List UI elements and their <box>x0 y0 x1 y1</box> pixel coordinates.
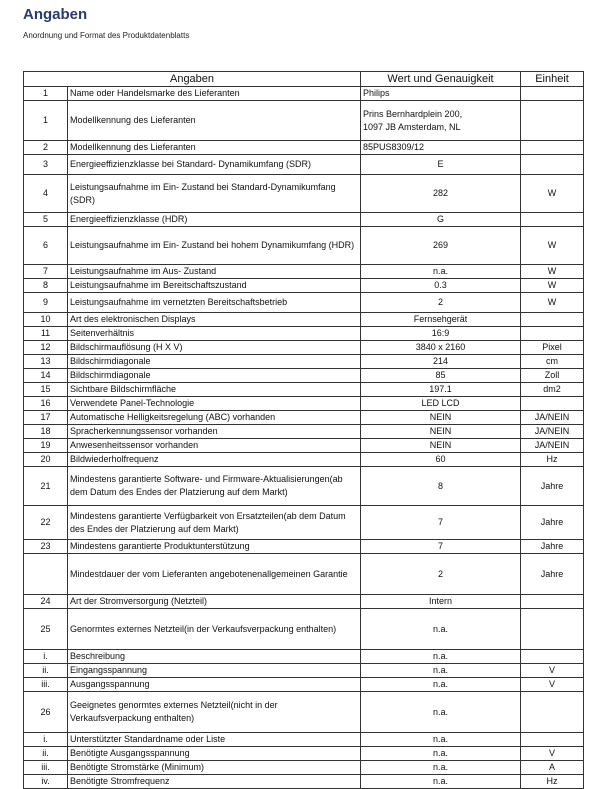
row-label: Benötigte Ausgangsspannung <box>68 747 361 761</box>
row-unit <box>521 141 584 155</box>
row-value: 2 <box>361 293 521 313</box>
row-value: n.a. <box>361 609 521 650</box>
row-unit: V <box>521 678 584 692</box>
row-value: NEIN <box>361 425 521 439</box>
row-number: 6 <box>24 227 68 265</box>
row-unit: cm <box>521 355 584 369</box>
table-row <box>24 175 584 213</box>
row-label: Geeignetes genormtes externes Netzteil(nicht in der Verkaufsverpackung enthalten) <box>68 692 361 733</box>
row-value: 16:9 <box>361 327 521 341</box>
row-number: 7 <box>24 265 68 279</box>
row-value: Fernsehgerät <box>361 313 521 327</box>
row-label: Name oder Handelsmarke des Lieferanten <box>68 87 361 101</box>
row-unit: Jahre <box>521 467 584 506</box>
row-number: ii. <box>24 664 68 678</box>
page-subtitle: Anordnung und Format des Produktdatenblatts <box>23 31 190 40</box>
row-label: Ausgangsspannung <box>68 678 361 692</box>
row-label: Bildschirmauflösung (H X V) <box>68 341 361 355</box>
row-number: 22 <box>24 506 68 540</box>
row-label: Benötigte Stromfrequenz <box>68 775 361 789</box>
table-row <box>24 293 584 313</box>
row-value: Philips <box>361 87 521 101</box>
row-value: NEIN <box>361 439 521 453</box>
row-unit <box>521 327 584 341</box>
row-number: 17 <box>24 411 68 425</box>
row-unit: Pixel <box>521 341 584 355</box>
table-row <box>24 141 584 155</box>
row-label: Leistungsaufnahme im Aus- Zustand <box>68 265 361 279</box>
table-row <box>24 279 584 293</box>
row-label: Unterstützter Standardname oder Liste <box>68 733 361 747</box>
table-row <box>24 609 584 650</box>
row-number: 15 <box>24 383 68 397</box>
row-value: Intern <box>361 595 521 609</box>
row-unit: JA/NEIN <box>521 439 584 453</box>
table-row <box>24 467 584 506</box>
row-unit: Hz <box>521 453 584 467</box>
row-unit: dm2 <box>521 383 584 397</box>
table-row <box>24 425 584 439</box>
row-label: Mindestens garantierte Produktunterstützung <box>68 540 361 554</box>
row-number: 10 <box>24 313 68 327</box>
row-unit: V <box>521 747 584 761</box>
row-value: 0.3 <box>361 279 521 293</box>
row-number: i. <box>24 650 68 664</box>
row-label: Leistungsaufnahme im vernetzten Bereitschaftsbetrieb <box>68 293 361 313</box>
row-unit: Hz <box>521 775 584 789</box>
row-number: 3 <box>24 155 68 175</box>
row-value: n.a. <box>361 775 521 789</box>
row-number: 20 <box>24 453 68 467</box>
table-row <box>24 554 584 595</box>
row-number: 2 <box>24 141 68 155</box>
row-number: i. <box>24 733 68 747</box>
row-value: 7 <box>361 540 521 554</box>
row-label: Leistungsaufnahme im Ein- Zustand bei Standard-Dynamikumfang (SDR) <box>68 175 361 213</box>
row-label: Bildschirmdiagonale <box>68 369 361 383</box>
table-row <box>24 595 584 609</box>
row-value: 214 <box>361 355 521 369</box>
table-row <box>24 327 584 341</box>
row-value: 197.1 <box>361 383 521 397</box>
row-value: n.a. <box>361 678 521 692</box>
row-label: Seitenverhältnis <box>68 327 361 341</box>
header-einheit: Einheit <box>521 72 584 87</box>
row-unit: A <box>521 761 584 775</box>
row-label: Benötigte Stromstärke (Minimum) <box>68 761 361 775</box>
row-label: Leistungsaufnahme im Ein- Zustand bei hohem Dynamikumfang (HDR) <box>68 227 361 265</box>
row-unit: W <box>521 265 584 279</box>
row-label: Art des elektronischen Displays <box>68 313 361 327</box>
row-value: 85 <box>361 369 521 383</box>
table-row <box>24 692 584 733</box>
row-value: 2 <box>361 554 521 595</box>
table-row <box>24 506 584 540</box>
row-number: 24 <box>24 595 68 609</box>
row-number: 5 <box>24 213 68 227</box>
row-unit <box>521 650 584 664</box>
row-unit <box>521 397 584 411</box>
table-row <box>24 411 584 425</box>
row-value: n.a. <box>361 692 521 733</box>
row-number: iii. <box>24 761 68 775</box>
row-label: Beschreibung <box>68 650 361 664</box>
row-label: Modellkennung des Lieferanten <box>68 141 361 155</box>
table-row <box>24 227 584 265</box>
table-body <box>24 87 584 789</box>
row-value: E <box>361 155 521 175</box>
row-label: Mindestdauer der vom Lieferanten angebotenenallgemeinen Garantie <box>68 554 361 595</box>
table-row <box>24 678 584 692</box>
row-value: 60 <box>361 453 521 467</box>
row-label: Bildwiederholfrequenz <box>68 453 361 467</box>
row-label: Energieeffizienzklasse (HDR) <box>68 213 361 227</box>
row-unit <box>521 101 584 141</box>
row-number: 9 <box>24 293 68 313</box>
row-number: 11 <box>24 327 68 341</box>
row-label: Automatische Helligkeitsregelung (ABC) vorhanden <box>68 411 361 425</box>
row-unit <box>521 595 584 609</box>
table-row <box>24 213 584 227</box>
row-unit: JA/NEIN <box>521 411 584 425</box>
header-angaben: Angaben <box>24 72 361 87</box>
row-number: 19 <box>24 439 68 453</box>
table-row <box>24 101 584 141</box>
table-row <box>24 155 584 175</box>
header-wert: Wert und Genauigkeit <box>361 72 521 87</box>
row-label: Bildschirmdiagonale <box>68 355 361 369</box>
row-unit <box>521 692 584 733</box>
table-row <box>24 453 584 467</box>
table-row <box>24 265 584 279</box>
table-row <box>24 540 584 554</box>
row-number: iv. <box>24 775 68 789</box>
row-unit: Jahre <box>521 540 584 554</box>
row-number: 1 <box>24 87 68 101</box>
row-value: LED LCD <box>361 397 521 411</box>
row-unit <box>521 609 584 650</box>
product-data-table <box>23 71 584 789</box>
table-row <box>24 733 584 747</box>
table-row <box>24 397 584 411</box>
row-value: n.a. <box>361 664 521 678</box>
table-row <box>24 313 584 327</box>
row-label: Genormtes externes Netzteil(in der Verkaufsverpackung enthalten) <box>68 609 361 650</box>
row-label: Sichtbare Bildschirmfläche <box>68 383 361 397</box>
row-label: Anwesenheitssensor vorhanden <box>68 439 361 453</box>
row-label: Spracherkennungssensor vorhanden <box>68 425 361 439</box>
row-label: Energieeffizienzklasse bei Standard- Dynamikumfang (SDR) <box>68 155 361 175</box>
row-value: 7 <box>361 506 521 540</box>
row-label: Eingangsspannung <box>68 664 361 678</box>
row-value: 3840 x 2160 <box>361 341 521 355</box>
row-label: Modellkennung des Lieferanten <box>68 101 361 141</box>
row-value: n.a. <box>361 761 521 775</box>
table-header-row <box>24 72 584 87</box>
row-unit: W <box>521 227 584 265</box>
row-number: 25 <box>24 609 68 650</box>
row-number: 13 <box>24 355 68 369</box>
table-row <box>24 761 584 775</box>
row-unit: Zoll <box>521 369 584 383</box>
row-number: 21 <box>24 467 68 506</box>
row-number: 4 <box>24 175 68 213</box>
row-unit: Jahre <box>521 554 584 595</box>
row-label: Leistungsaufnahme im Bereitschaftszustand <box>68 279 361 293</box>
table-row <box>24 664 584 678</box>
table-row <box>24 341 584 355</box>
row-number: 14 <box>24 369 68 383</box>
table-row <box>24 775 584 789</box>
row-number: 26 <box>24 692 68 733</box>
row-value: 282 <box>361 175 521 213</box>
row-number: 8 <box>24 279 68 293</box>
row-value: n.a. <box>361 265 521 279</box>
row-label: Mindestens garantierte Verfügbarkeit von Ersatzteilen(ab dem Datum des Endes der Platzierung auf dem Markt) <box>68 506 361 540</box>
row-unit <box>521 155 584 175</box>
row-number: 16 <box>24 397 68 411</box>
row-label: Art der Stromversorgung (Netzteil) <box>68 595 361 609</box>
row-number: iii. <box>24 678 68 692</box>
row-value: 8 <box>361 467 521 506</box>
table-row <box>24 650 584 664</box>
row-number: 1 <box>24 101 68 141</box>
row-value: NEIN <box>361 411 521 425</box>
row-unit: JA/NEIN <box>521 425 584 439</box>
row-number <box>24 554 68 595</box>
row-value: 269 <box>361 227 521 265</box>
row-unit <box>521 87 584 101</box>
row-unit <box>521 733 584 747</box>
row-number: 23 <box>24 540 68 554</box>
table-row <box>24 369 584 383</box>
table-row <box>24 747 584 761</box>
table-row <box>24 439 584 453</box>
row-unit <box>521 313 584 327</box>
row-unit: W <box>521 175 584 213</box>
table-row <box>24 355 584 369</box>
row-value: n.a. <box>361 733 521 747</box>
table-row <box>24 87 584 101</box>
row-value: n.a. <box>361 650 521 664</box>
row-unit: V <box>521 664 584 678</box>
row-unit: Jahre <box>521 506 584 540</box>
table-row <box>24 383 584 397</box>
row-value: Prins Bernhardplein 200, 1097 JB Amsterdam, NL <box>361 101 521 141</box>
row-unit <box>521 213 584 227</box>
row-number: 12 <box>24 341 68 355</box>
row-value: n.a. <box>361 747 521 761</box>
row-unit: W <box>521 279 584 293</box>
row-number: 18 <box>24 425 68 439</box>
row-value: 85PUS8309/12 <box>361 141 521 155</box>
page-title: Angaben <box>23 6 88 23</box>
row-value: G <box>361 213 521 227</box>
row-label: Verwendete Panel-Technologie <box>68 397 361 411</box>
row-label: Mindestens garantierte Software- und Firmware-Aktualisierungen(ab dem Datum des Endes der Platzierung auf dem Markt) <box>68 467 361 506</box>
row-unit: W <box>521 293 584 313</box>
row-number: ii. <box>24 747 68 761</box>
